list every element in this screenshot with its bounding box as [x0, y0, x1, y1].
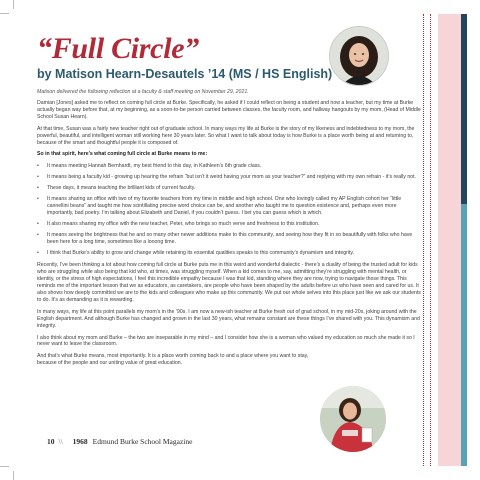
- list-item-text: It means sharing an office with two of my favorite teachers from my time in middle and high school. One who lovingly called my AP English cohort her “little cannellini beans” and taught me how scintillating precise word choice can be, and another who taught me to question existence and, perhaps even more importantly, bad poetry. I’m talking about Elizabeth and Daniel, if you couldn’t guess. I bet you can guess which is which.: [47, 196, 402, 216]
- bullet-icon: •: [37, 174, 39, 181]
- decorative-pink-band: [438, 14, 461, 466]
- author-portrait-photo: [329, 26, 389, 86]
- list-item-text: It means being a faculty kid - growing up hearing the refrain “but isn’t it weird having your mom as your teacher?” and replying with my own refrain - it’s really not.: [47, 174, 416, 181]
- list-heading: So in that spirit, here’s what coming full circle at Burke means to me:: [37, 151, 208, 158]
- bullet-list: [37, 163, 422, 256]
- list-item-text: It means meeting Hannah Bernhardt, my best friend to this day, in Kathleen’s 6th grade class.: [47, 163, 262, 170]
- list-item: [37, 174, 422, 181]
- article-body: [37, 100, 422, 372]
- bullet-icon: •: [37, 249, 39, 256]
- student-photo-illustration: [320, 386, 386, 452]
- paragraph: And that’s what Burke means, most importantly. It is a place worth coming back to and a place where you want to stay, because of the people and our uniting value of great education.: [37, 353, 309, 367]
- bullet-icon: •: [37, 231, 39, 238]
- paragraph: In many ways, my life at this point parallels my mom’s in the ’90s. I am now a new-ish teacher at Burke fresh out of grad school, in my mid-20s, joking around with the English department. And although Burke has changed and grown in the last 30 years, what remains constant are these things I’ve shared with you. This dynamism and integrity.: [37, 308, 420, 329]
- publication-year: 1968: [72, 437, 88, 446]
- intro-note: Matison delivered the following reflection at a faculty & staff meeting on November 29, 2021.: [37, 89, 249, 95]
- bullet-icon: •: [37, 196, 39, 203]
- bullet-icon: •: [37, 163, 39, 170]
- article-byline: by Matison Hearn-Desautels ’14 (MS / HS English): [37, 67, 333, 81]
- decorative-navy-band: [461, 14, 467, 204]
- article-title: “Full Circle”: [37, 32, 199, 65]
- crop-mark: [0, 13, 9, 14]
- student-photo: [320, 386, 386, 452]
- list-item-text: I think that Burke’s ability to grow and change while retaining its essential qualities speaks to this community’s dynamism and integrity.: [47, 249, 355, 256]
- author-portrait-illustration: [330, 27, 388, 85]
- list-item: [37, 163, 422, 170]
- list-item-text: These days, it means teaching the brilliant kids of current faculty.: [47, 185, 196, 192]
- paragraph: At that time, Susan was a fairly new teacher right out of graduate school. In many ways my life at Burke is the story of my likeness and indebtedness to my mom, the powerful, beautiful, and intelligent woman still working here 30 years later. So what I want to talk about today is how Burke is a place worth being at and returning to, because of the smart and thoughtful people it is composed of.: [37, 125, 415, 146]
- footer-separator: \\: [58, 437, 63, 446]
- paragraph: Recently, I’ve been thinking a lot about how coming full circle at Burke puts me in this weird and wonderful dialectic - there’s a duality of being the trusted adult for kids who are struggling while also being that kid who, at times, was struggling myself. When a kid comes to me, say, admitting they’re struggling with mental health, or identity, or the stress of high expectations, I feel this incredible empathy because I was that kid, standing where they are now, trying to navigate those things. This reminds me of the important lesson that we as educators, as caretakers, are people who have been shaped by the adults before us who have seen and cared for us. It also shows how deeply committed we are to the kids and colleagues who make up this community. We put our whole selves into this place just like we ask our students to do. It’s as demanding as it is rewarding.: [37, 262, 421, 303]
- bullet-icon: •: [37, 220, 39, 227]
- list-item: [37, 250, 422, 257]
- decorative-dotted-stripe: [423, 14, 431, 466]
- paragraph: Damian [Jones] asked me to reflect on coming full circle at Burke. Specifically, he asked if I could reflect on being a student and now a teacher, but my time at Burke actually began way before that, at my beginning, as a soon-to-be person carried between classes, the faculty room, and hallway hangouts by my mom, (Head of Middle School Susan Hearn).: [37, 100, 421, 120]
- crop-mark: [13, 0, 14, 9]
- crop-mark: [13, 471, 14, 480]
- list-item-text: It means seeing the brightness that he and so many other newer additions make to this community, and seeing how they fit in so beautifully with folks who have been here for a long time, sometimes like a looong time.: [47, 231, 413, 245]
- publication-name: Edmund Burke School Magazine: [92, 437, 193, 446]
- paragraph: I also think about my mom and Burke – the two are inseparable in my mind – and I consider how she is a woman who valued my education so much she made it so I never want to leave the classroom.: [37, 334, 415, 348]
- page-number: 10: [47, 437, 55, 446]
- list-item: [37, 185, 422, 192]
- page-footer: [47, 437, 192, 446]
- list-item-text: It also means sharing my office with the new teacher, Peter, who brings so much verve and freshness to this institution.: [47, 220, 320, 227]
- list-item: [37, 221, 422, 228]
- crop-mark: [0, 466, 9, 467]
- list-item: [37, 232, 422, 246]
- list-item: [37, 196, 422, 217]
- bullet-icon: •: [37, 185, 39, 192]
